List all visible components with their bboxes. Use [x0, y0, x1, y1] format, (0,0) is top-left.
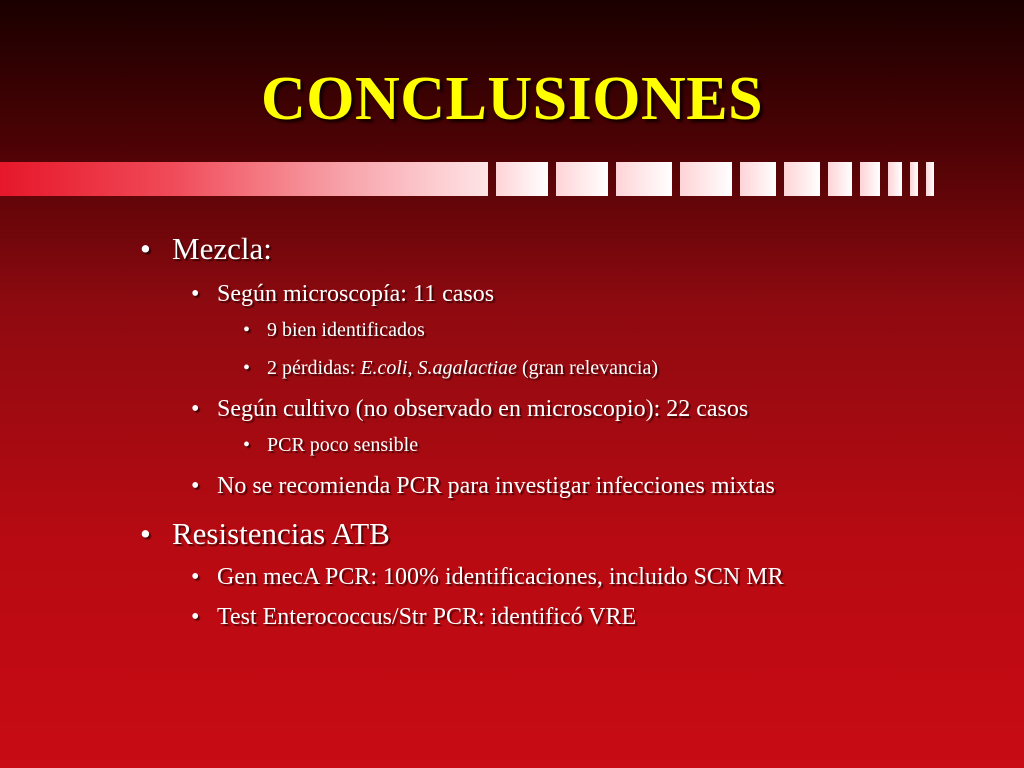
- bullet-text-prefix: 2 pérdidas:: [267, 357, 361, 379]
- bullet-level2: [191, 604, 636, 631]
- bullet-text: Según cultivo (no observado en microscopio): 22 casos: [217, 396, 749, 422]
- bullet-icon: •: [243, 357, 251, 379]
- bullet-text-suffix: (gran relevancia): [516, 357, 658, 379]
- bullet-level1: [140, 516, 390, 552]
- bullet-icon: •: [243, 434, 251, 456]
- bullet-text: Gen mecA PCR: 100% identificaciones, incluido SCN MR: [217, 564, 784, 590]
- bullet-level2: [191, 473, 775, 500]
- bullet-level3: [243, 357, 658, 380]
- bullet-level1: [140, 231, 272, 267]
- bullet-icon: •: [191, 396, 200, 422]
- organism-ecoli: E.coli: [360, 357, 408, 379]
- bullet-icon: •: [191, 281, 200, 307]
- bullet-icon: •: [140, 231, 151, 266]
- bullet-level2: [191, 396, 748, 423]
- bullet-level3: [243, 319, 425, 342]
- bullet-icon: •: [191, 473, 200, 499]
- bullet-level2: [191, 564, 784, 591]
- bullet-text: Test Enterococcus/Str PCR: identificó VRE: [217, 604, 637, 630]
- slide-title: CONCLUSIONES: [260, 65, 764, 133]
- bullet-text: No se recomienda PCR para investigar infecciones mixtas: [217, 473, 775, 499]
- separator: ,: [407, 357, 418, 379]
- organism-sagalactiae: S.agalactiae: [417, 357, 517, 379]
- bullet-icon: •: [140, 516, 151, 551]
- bullet-text: PCR poco sensible: [267, 434, 419, 456]
- bullet-level3: [243, 434, 418, 457]
- bullet-level2: [191, 281, 494, 308]
- bullet-icon: •: [243, 319, 251, 341]
- bullet-icon: •: [191, 564, 200, 590]
- bullet-text: Mezcla:: [172, 231, 272, 266]
- bullet-text: Según microscopía: 11 casos: [217, 281, 495, 307]
- bullet-text: Resistencias ATB: [172, 516, 390, 551]
- bullet-icon: •: [191, 604, 200, 630]
- bullet-text: 9 bien identificados: [267, 319, 425, 341]
